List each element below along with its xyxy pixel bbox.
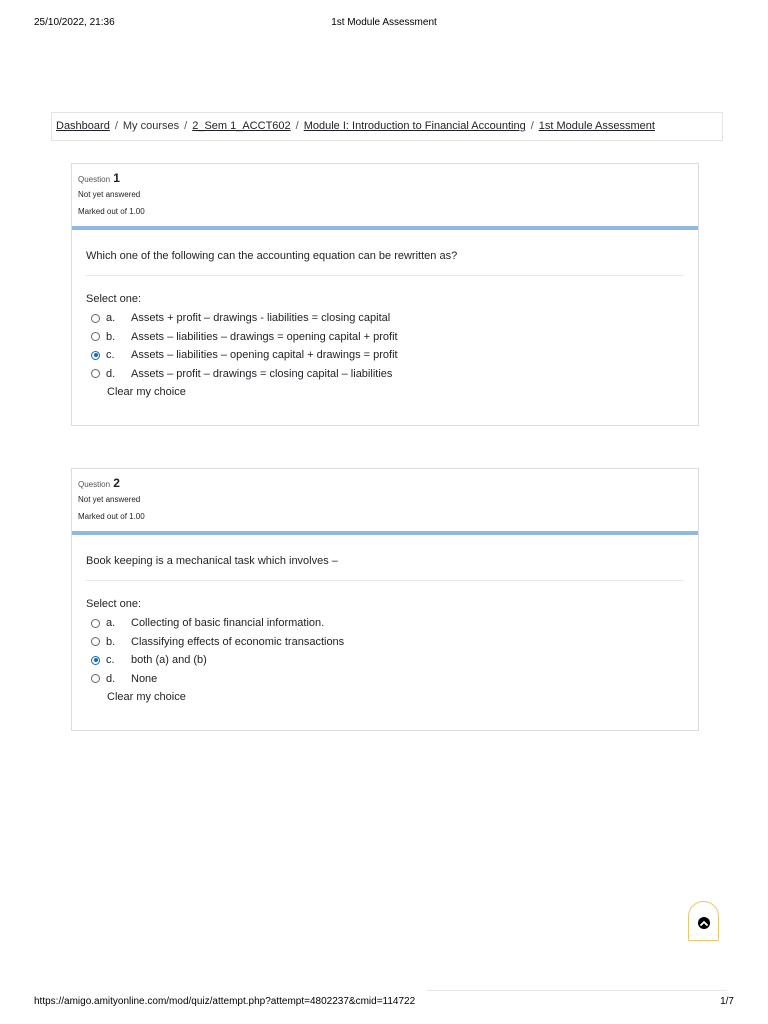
answer-option-b[interactable] [86, 328, 684, 347]
option-text: Assets – profit – drawings = closing capital – liabilities [131, 367, 393, 380]
answer-option-d[interactable] [86, 365, 684, 384]
answer-option-a[interactable] [86, 309, 684, 328]
option-text: Assets – liabilities – opening capital + drawings = profit [131, 349, 398, 362]
option-letter: a. [106, 312, 116, 325]
radio-button[interactable] [91, 332, 100, 341]
answer-option-c[interactable] [86, 346, 684, 365]
question-grade: Marked out of 1.00 [78, 512, 145, 521]
breadcrumb-separator: / [530, 120, 534, 132]
radio-button[interactable] [91, 637, 100, 646]
option-text: Assets – liabilities – drawings = opening capital + profit [131, 330, 398, 343]
question-grade: Marked out of 1.00 [78, 207, 145, 216]
breadcrumb-separator: / [295, 120, 299, 132]
print-title: 1st Module Assessment [331, 17, 437, 28]
option-text: both (a) and (b) [131, 654, 207, 667]
option-letter: d. [106, 672, 116, 685]
answer-option-d[interactable] [86, 670, 684, 689]
back-to-top-button[interactable] [688, 901, 719, 941]
answer-options [86, 614, 684, 688]
footer-divider [427, 990, 727, 991]
select-one-prompt: Select one: [86, 598, 142, 610]
breadcrumb-module[interactable]: Module I: Introduction to Financial Accounting [303, 120, 526, 132]
clear-choice-link[interactable]: Clear my choice [107, 691, 186, 703]
breadcrumb-separator: / [184, 120, 188, 132]
question-text: Which one of the following can the accounting equation can be rewritten as? [86, 230, 684, 276]
question-number: Question 1 [78, 171, 120, 185]
question-card-1 [71, 163, 699, 426]
breadcrumb-dashboard[interactable]: Dashboard [56, 120, 110, 132]
answer-option-b[interactable] [86, 633, 684, 652]
question-info [72, 469, 698, 531]
print-header [34, 17, 734, 31]
breadcrumb [51, 112, 723, 141]
breadcrumb-my-courses: My courses [122, 120, 180, 132]
question-state: Not yet answered [78, 190, 141, 199]
breadcrumb-separator: / [114, 120, 118, 132]
option-letter: d. [106, 367, 116, 380]
radio-button-selected[interactable] [91, 656, 100, 665]
question-card-2 [71, 468, 699, 731]
question-state: Not yet answered [78, 495, 141, 504]
radio-button[interactable] [91, 619, 100, 628]
option-letter: c. [106, 654, 115, 667]
chevron-up-icon [698, 917, 710, 929]
option-text: None [131, 672, 158, 685]
select-one-prompt: Select one: [86, 293, 142, 305]
clear-choice-link[interactable]: Clear my choice [107, 386, 186, 398]
radio-button[interactable] [91, 369, 100, 378]
radio-button-selected[interactable] [91, 351, 100, 360]
print-footer [34, 996, 734, 1010]
option-letter: b. [106, 330, 116, 343]
breadcrumb-assessment[interactable]: 1st Module Assessment [538, 120, 655, 132]
page-number: 1/7 [720, 996, 734, 1007]
breadcrumb-course[interactable]: 2_Sem 1_ACCT602 [192, 120, 291, 132]
question-info [72, 164, 698, 226]
option-letter: c. [106, 349, 115, 362]
print-url: https://amigo.amityonline.com/mod/quiz/attempt.php?attempt=4802237&cmid=114722 [34, 996, 416, 1007]
answer-options [86, 309, 684, 383]
option-text: Assets + profit – drawings - liabilities = closing capital [131, 312, 391, 325]
radio-button[interactable] [91, 674, 100, 683]
print-date: 25/10/2022, 21:36 [34, 17, 115, 28]
option-text: Collecting of basic financial information. [131, 617, 325, 630]
option-letter: a. [106, 617, 116, 630]
answer-option-c[interactable] [86, 651, 684, 670]
radio-button[interactable] [91, 314, 100, 323]
question-number: Question 2 [78, 476, 120, 490]
answer-option-a[interactable] [86, 614, 684, 633]
option-letter: b. [106, 635, 116, 648]
question-text: Book keeping is a mechanical task which involves – [86, 535, 684, 581]
option-text: Classifying effects of economic transactions [131, 635, 345, 648]
